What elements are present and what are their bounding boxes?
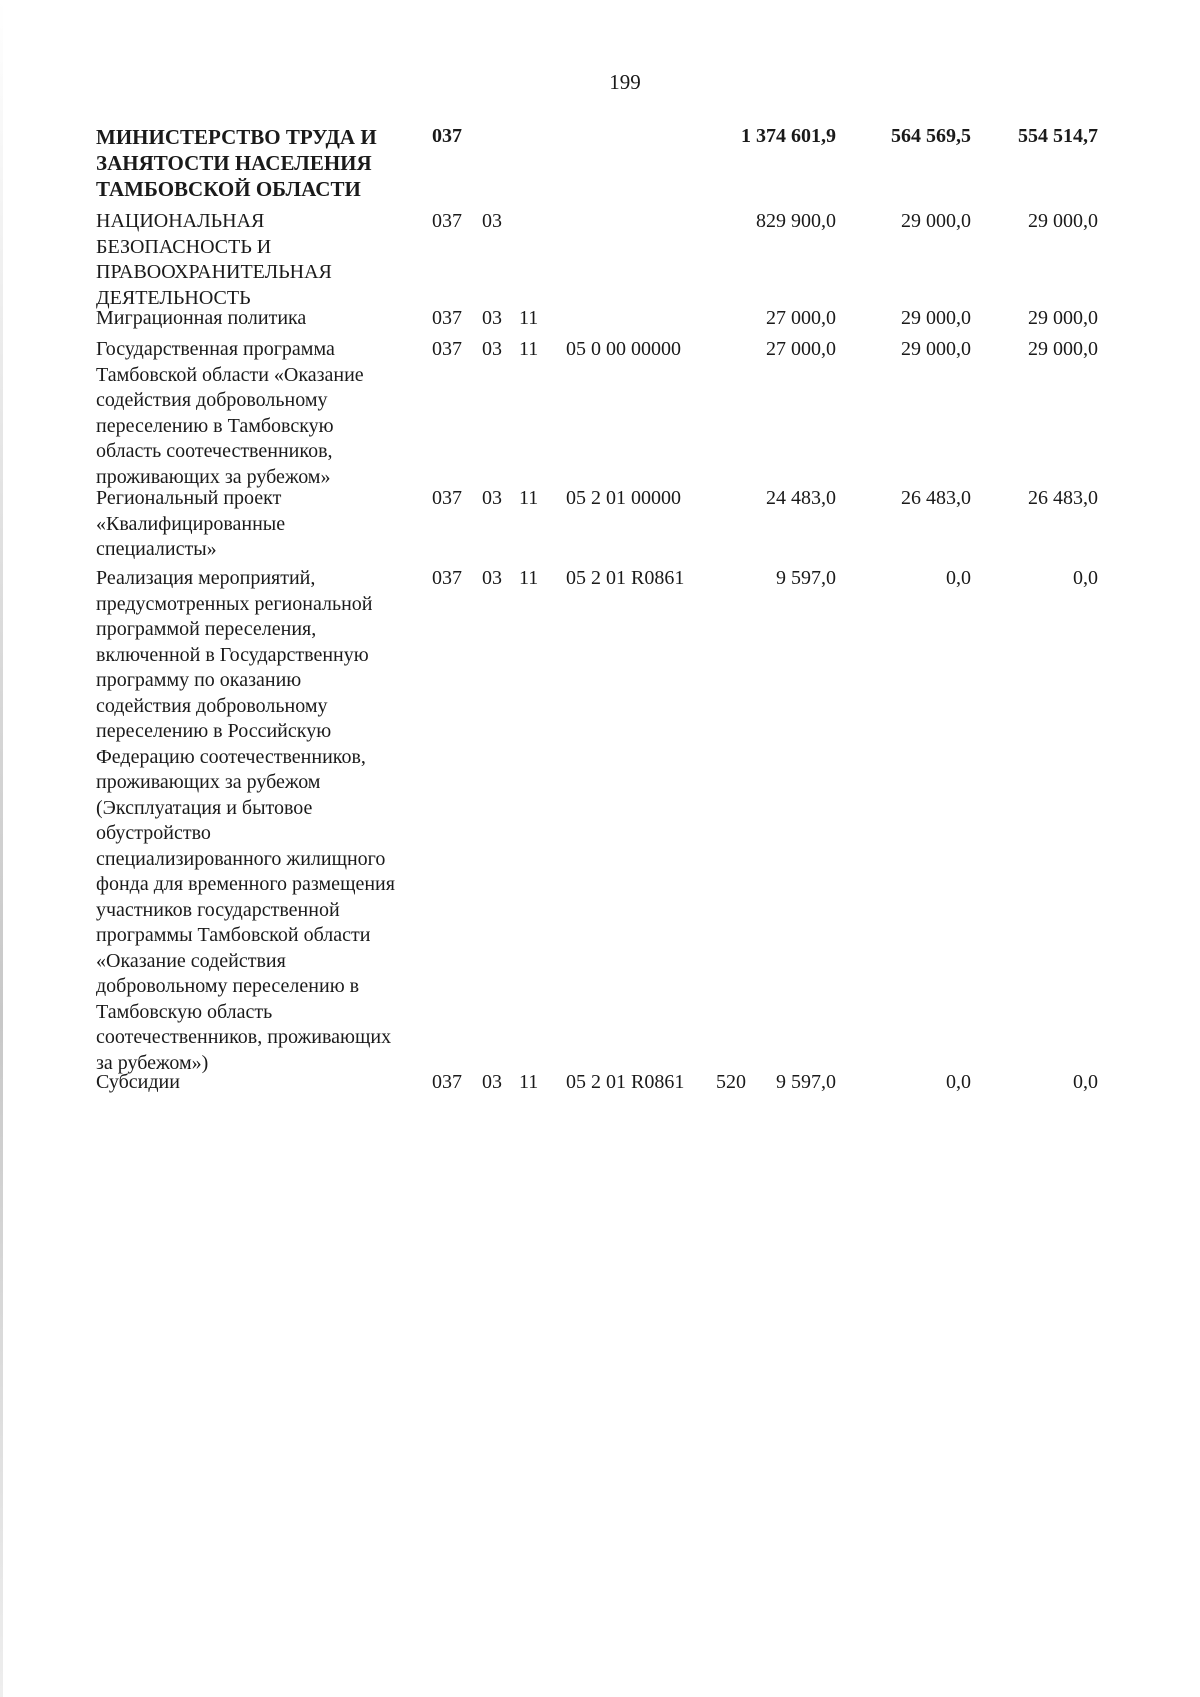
section-code: 03 [482, 487, 502, 509]
table-row [96, 124, 1176, 202]
admin-code: 037 [432, 125, 462, 147]
page-number: 199 [609, 70, 641, 94]
amount-year-2: 29 000,0 [901, 338, 971, 360]
admin-code: 037 [432, 338, 462, 360]
expense-type-code: 520 [716, 1071, 746, 1093]
subsection-code: 11 [519, 338, 539, 360]
row-name: Государственная программа Тамбовской области «Оказание содействия добровольному переселению в Тамбовскую область соотечественников, проживающих за рубежом» [96, 338, 364, 488]
amount-year-3: 29 000,0 [1028, 210, 1098, 232]
table-row [96, 209, 1176, 311]
row-name: НАЦИОНАЛЬНАЯ БЕЗОПАСНОСТЬ И ПРАВООХРАНИТЕЛЬНАЯ ДЕЯТЕЛЬНОСТЬ [96, 210, 332, 309]
amount-year-2: 564 569,5 [891, 125, 971, 147]
table-row [96, 566, 1176, 1076]
subsection-code: 11 [519, 307, 539, 329]
amount-year-1: 9 597,0 [776, 567, 836, 589]
section-code: 03 [482, 1071, 502, 1093]
amount-year-2: 0,0 [946, 1071, 971, 1093]
amount-year-1: 9 597,0 [776, 1071, 836, 1093]
amount-year-1: 27 000,0 [766, 338, 836, 360]
amount-year-2: 26 483,0 [901, 487, 971, 509]
row-name: Миграционная политика [96, 307, 307, 329]
row-name: Субсидии [96, 1071, 180, 1093]
admin-code: 037 [432, 1071, 462, 1093]
amount-year-3: 26 483,0 [1028, 487, 1098, 509]
amount-year-1: 1 374 601,9 [741, 125, 836, 147]
section-code: 03 [482, 210, 502, 232]
amount-year-3: 554 514,7 [1018, 125, 1098, 147]
amount-year-3: 0,0 [1073, 567, 1098, 589]
admin-code: 037 [432, 210, 462, 232]
admin-code: 037 [432, 487, 462, 509]
section-code: 03 [482, 567, 502, 589]
amount-year-3: 29 000,0 [1028, 338, 1098, 360]
amount-year-3: 29 000,0 [1028, 307, 1098, 329]
table-row [96, 486, 1176, 563]
row-name: МИНИСТЕРСТВО ТРУДА И ЗАНЯТОСТИ НАСЕЛЕНИЯ ТАМБОВСКОЙ ОБЛАСТИ [96, 125, 377, 201]
amount-year-1: 24 483,0 [766, 487, 836, 509]
target-code: 05 2 01 R0861 [566, 567, 685, 589]
admin-code: 037 [432, 307, 462, 329]
scan-edge-shadow [0, 0, 3, 1697]
section-code: 03 [482, 338, 502, 360]
table-row [96, 306, 1176, 332]
target-code: 05 2 01 00000 [566, 487, 681, 509]
amount-year-2: 29 000,0 [901, 307, 971, 329]
section-code: 03 [482, 307, 502, 329]
amount-year-1: 27 000,0 [766, 307, 836, 329]
table-row [96, 337, 1176, 490]
target-code: 05 2 01 R0861 [566, 1071, 685, 1093]
row-name: Реализация мероприятий, предусмотренных региональной программой переселения, включенной в Государственную программу по оказанию содействия добровольному переселению в Российскую Федерацию соотечественников, проживающих за рубежом (Эксплуатация и бытовое обустройство специализированного жилищного фонда для временного размещения участников государственной программы Тамбовской области «Оказание содействия добровольному переселению в Тамбовскую область соотечественников, проживающих за рубежом») [96, 567, 395, 1074]
amount-year-2: 0,0 [946, 567, 971, 589]
subsection-code: 11 [519, 487, 539, 509]
table-row [96, 1070, 1176, 1096]
amount-year-3: 0,0 [1073, 1071, 1098, 1093]
admin-code: 037 [432, 567, 462, 589]
amount-year-1: 829 900,0 [756, 210, 836, 232]
subsection-code: 11 [519, 567, 539, 589]
subsection-code: 11 [519, 1071, 539, 1093]
row-name: Региональный проект «Квалифицированные специалисты» [96, 487, 286, 560]
amount-year-2: 29 000,0 [901, 210, 971, 232]
target-code: 05 0 00 00000 [566, 338, 681, 360]
